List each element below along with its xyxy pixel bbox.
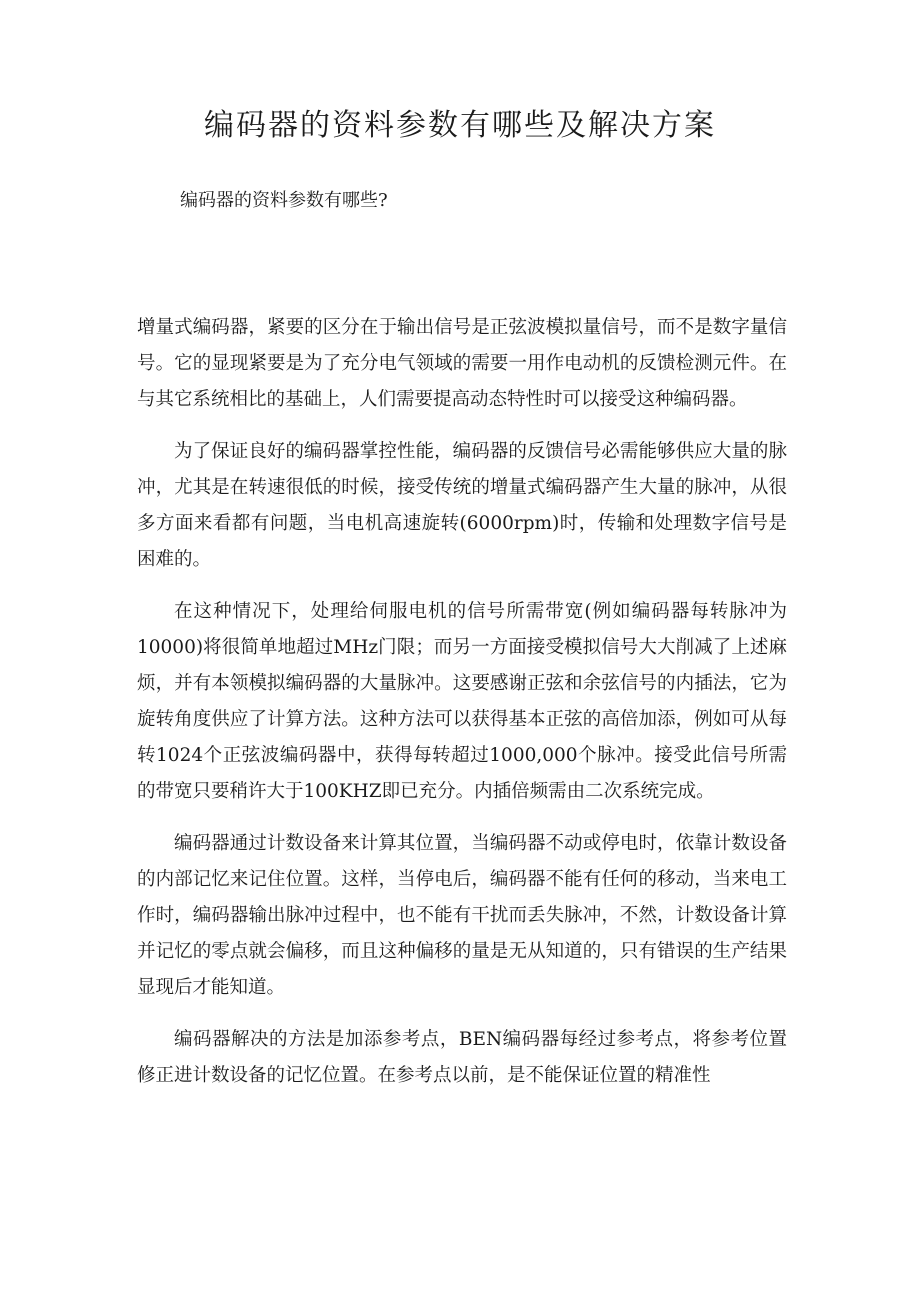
section-question: 编码器的资料参数有哪些? — [180, 190, 388, 211]
document-body — [137, 310, 787, 1110]
document-title: 编码器的资料参数有哪些及解决方案 — [204, 108, 716, 143]
paragraph: 为了保证良好的编码器掌控性能，编码器的反馈信号必需能够供应大量的脉冲，尤其是在转速很低的时候，接受传统的增量式编码器产生大量的脉冲，从很多方面来看都有问题，当电机高速旋转(6000rpm)时，传输和处理数字信号是困难的。 — [137, 441, 787, 570]
paragraph: 增量式编码器，紧要的区分在于输出信号是正弦波模拟量信号，而不是数字量信号。它的显现紧要是为了充分电气领域的需要一用作电动机的反馈检测元件。在与其它系统相比的基础上，人们需要提高动态特性时可以接受这种编码器。 — [137, 317, 787, 410]
paragraph: 在这种情况下，处理给伺服电机的信号所需带宽(例如编码器每转脉冲为10000)将很简单地超过MHz门限；而另一方面接受模拟信号大大削减了上述麻烦，并有本领模拟编码器的大量脉冲。这要感谢正弦和余弦信号的内插法，它为旋转角度供应了计算方法。这种方法可以获得基本正弦的高倍加添，例如可从每转1024个正弦波编码器中，获得每转超过1000,000个脉冲。接受此信号所需的带宽只要稍许大于100KHZ即已充分。内插倍频需由二次系统完成。 — [137, 601, 787, 802]
paragraph: 编码器通过计数设备来计算其位置，当编码器不动或停电时，依靠计数设备的内部记忆来记住位置。这样，当停电后，编码器不能有任何的移动，当来电工作时，编码器输出脉冲过程中，也不能有干扰而丢失脉冲，不然，计数设备计算并记忆的零点就会偏移，而且这种偏移的量是无从知道的，只有错误的生产结果显现后才能知道。 — [137, 833, 787, 998]
paragraph: 编码器解决的方法是加添参考点，BEN编码器每经过参考点，将参考位置修正进计数设备的记忆位置。在参考点以前，是不能保证位置的精准性 — [137, 1029, 787, 1086]
